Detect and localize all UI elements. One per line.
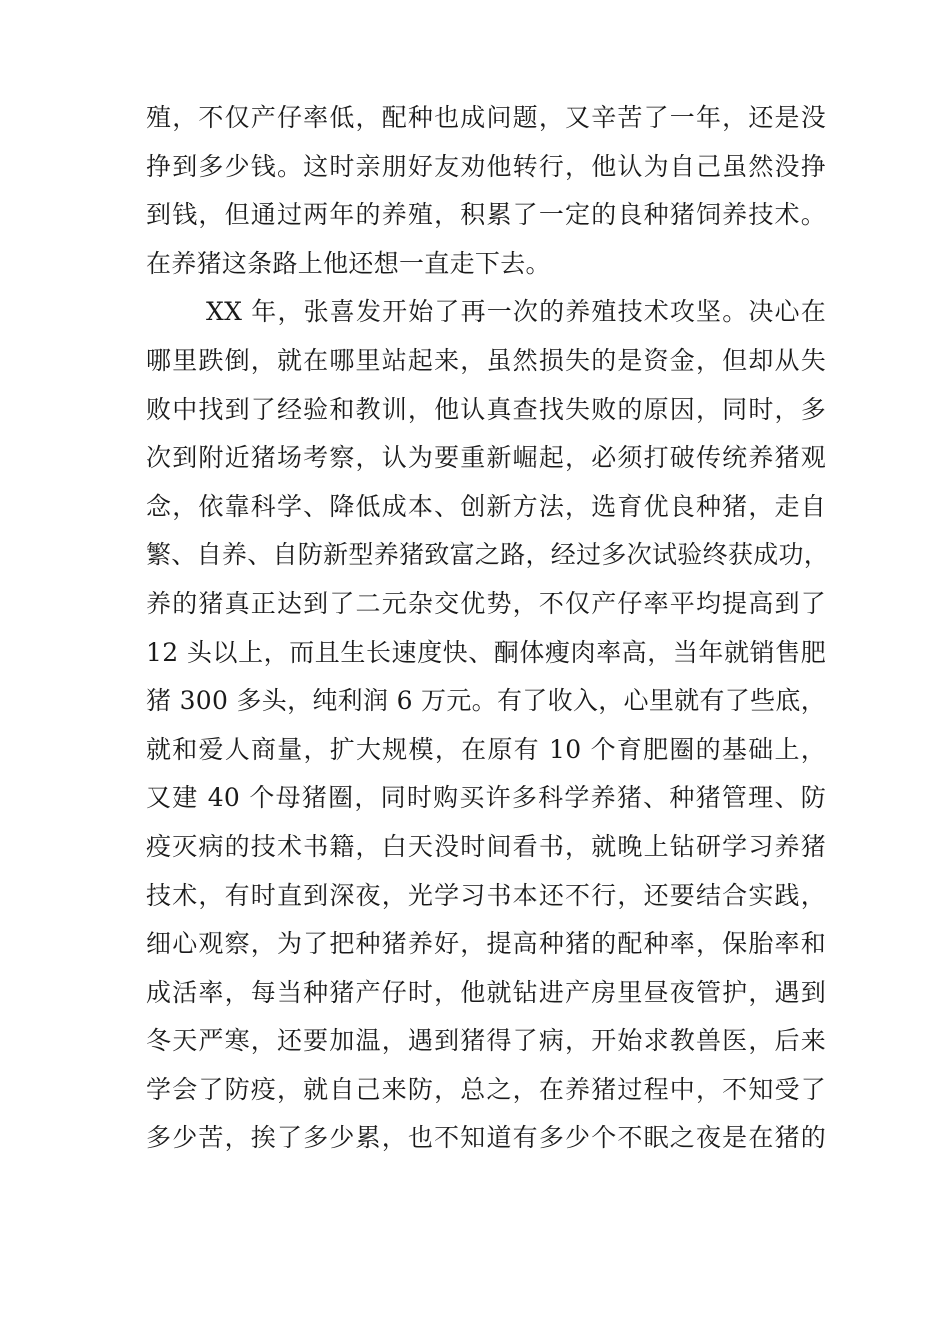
text-line: 细心观察，为了把种猪养好，提高种猪的配种率，保胎率和 — [146, 929, 826, 959]
text-line: 就和爱人商量，扩大规模，在原有 10 个育肥圈的基础上， — [146, 734, 826, 764]
text-line: 疫灭病的技术书籍，白天没时间看书，就晚上钻研学习养猪 — [146, 831, 826, 861]
text-line: 12 头以上，而且生长速度快、酮体瘦肉率高，当年就销售肥 — [146, 637, 826, 667]
text-line: 挣到多少钱。这时亲朋好友劝他转行，他认为自己虽然没挣 — [146, 151, 826, 181]
text-line: 次到附近猪场考察，认为要重新崛起，必须打破传统养猪观 — [146, 443, 826, 473]
text-line: 哪里跌倒，就在哪里站起来，虽然损失的是资金，但却从失 — [146, 345, 826, 375]
body-text — [146, 94, 830, 1163]
paragraph-first-line: XX 年，张喜发开始了再一次的养殖技术攻坚。决心在 — [206, 297, 826, 327]
text-line: 在养猪这条路上他还想一直走下去。 — [146, 248, 551, 278]
text-line: 到钱，但通过两年的养殖，积累了一定的良种猪饲养技术。 — [146, 200, 826, 230]
text-line: 多少苦，挨了多少累，也不知道有多少个不眠之夜是在猪的 — [146, 1123, 826, 1153]
text-line: 念，依靠科学、降低成本、创新方法，选育优良种猪，走自 — [146, 491, 826, 521]
text-line: 败中找到了经验和教训，他认真查找失败的原因，同时，多 — [146, 394, 826, 424]
text-line: 技术，有时直到深夜，光学习书本还不行，还要结合实践， — [146, 880, 826, 910]
text-line: 养的猪真正达到了二元杂交优势，不仅产仔率平均提高到了 — [146, 588, 826, 618]
text-line: 成活率，每当种猪产仔时，他就钻进产房里昼夜管护，遇到 — [146, 977, 826, 1007]
text-line: 繁、自养、自防新型养猪致富之路，经过多次试验终获成功， — [146, 540, 830, 570]
text-line: 又建 40 个母猪圈，同时购买许多科学养猪、种猪管理、防 — [146, 783, 826, 813]
text-line: 冬天严寒，还要加温，遇到猪得了病，开始求教兽医，后来 — [146, 1026, 826, 1056]
text-line: 猪 300 多头，纯利润 6 万元。有了收入，心里就有了些底， — [146, 686, 826, 716]
text-line: 殖，不仅产仔率低，配种也成问题，又辛苦了一年，还是没 — [146, 103, 826, 132]
text-line: 学会了防疫，就自己来防，总之，在养猪过程中，不知受了 — [146, 1074, 826, 1104]
